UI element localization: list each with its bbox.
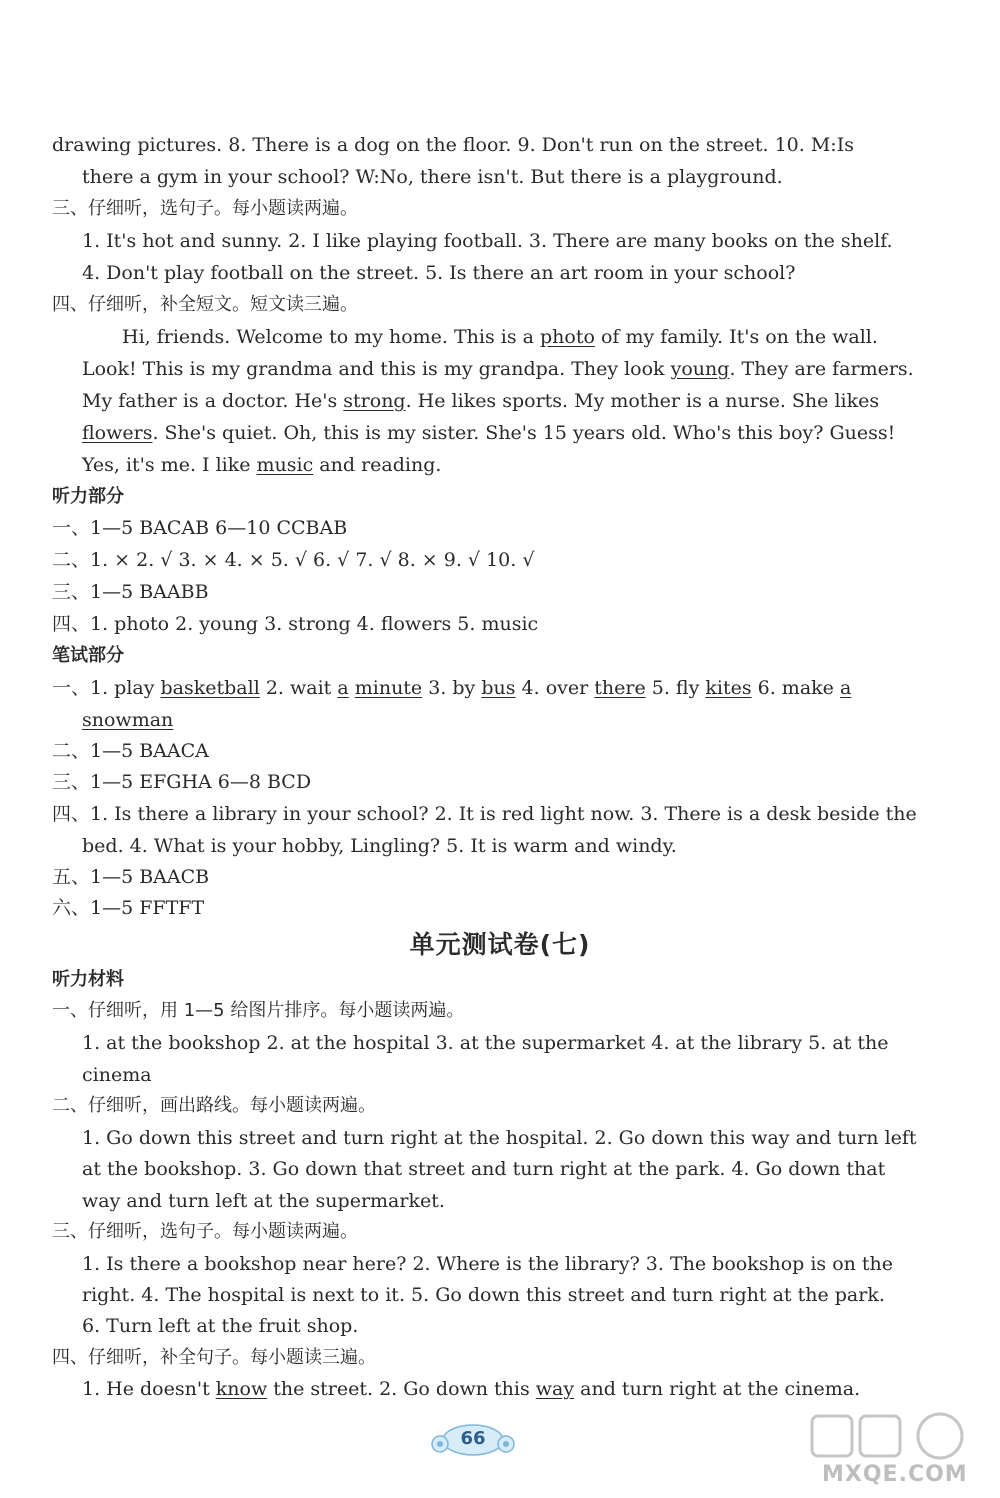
- answer-line: 六、1—5 FFTFT: [52, 897, 205, 919]
- text-span: and turn right at the cinema.: [574, 1378, 861, 1400]
- text-line: 1. It's hot and sunny. 2. I like playing football. 3. There are many books on the shelf.: [82, 230, 893, 252]
- answer-line: 二、1—5 BAACA: [52, 740, 209, 762]
- answer-line: 四、1. Is there a library in your school? 2. It is red light now. 3. There is a desk beside the: [52, 803, 917, 825]
- unit-title: 单元测试卷(七): [409, 930, 591, 959]
- answer-word: bus: [481, 677, 516, 699]
- answer-word: snowman: [82, 709, 174, 731]
- text-line: way and turn left at the supermarket.: [82, 1190, 445, 1212]
- section-heading: 三、仔细听，选句子。每小题读两遍。: [52, 1221, 358, 1242]
- text-line: at the bookshop. 3. Go down that street and turn right at the park. 4. Go down that: [82, 1158, 886, 1180]
- page-number-badge: [428, 1420, 518, 1460]
- text-span: 1. He doesn't: [82, 1378, 216, 1400]
- part-heading: 笔试部分: [52, 645, 124, 666]
- answer-word: young: [670, 358, 730, 380]
- answer-line: 一、1—5 BACAB 6—10 CCBAB: [52, 517, 348, 539]
- answer-word: photo: [540, 326, 595, 348]
- text-span: 3. by: [422, 677, 482, 699]
- section-heading: 一、仔细听，用 1—5 给图片排序。每小题读两遍。: [52, 1000, 465, 1021]
- text-line: [82, 1374, 904, 1404]
- text-line: 1. Is there a bookshop near here? 2. Where is the library? 3. The bookshop is on the: [82, 1253, 894, 1275]
- section-heading: 三、仔细听，选句子。每小题读两遍。: [52, 198, 358, 219]
- text-span: the street. 2. Go down this: [267, 1378, 536, 1400]
- answer-word: flowers: [82, 422, 153, 444]
- passage-line: [82, 354, 914, 384]
- text-span: . He likes sports. My mother is a nurse. She likes: [405, 390, 880, 412]
- text-line: 1. at the bookshop 2. at the hospital 3. at the supermarket 4. at the library 5. at the: [82, 1032, 889, 1054]
- text-line: drawing pictures. 8. There is a dog on the floor. 9. Don't run on the street. 10. M:Is: [52, 134, 854, 156]
- section-heading: 四、仔细听，补全短文。短文读三遍。: [52, 294, 358, 315]
- passage-line: [122, 322, 904, 352]
- part-heading: 听力部分: [52, 486, 124, 507]
- text-span: of my family. It's on the wall.: [594, 326, 878, 348]
- answer-line: 三、1—5 BAABB: [52, 581, 209, 603]
- text-line: there a gym in your school? W:No, there isn't. But there is a playground.: [82, 166, 783, 188]
- answer-line: bed. 4. What is your hobby, Lingling? 5. It is warm and windy.: [82, 835, 677, 857]
- answer-word: a: [839, 677, 852, 699]
- text-line: right. 4. The hospital is next to it. 5. Go down this street and turn right at the park.: [82, 1284, 885, 1306]
- text-span: 5. fly: [645, 677, 706, 699]
- text-span: . She's quiet. Oh, this is my sister. She's 15 years old. Who's this boy? Guess!: [152, 422, 896, 444]
- answer-line: 二、1. × 2. √ 3. × 4. × 5. √ 6. √ 7. √ 8. × 9. √ 10. √: [52, 549, 535, 571]
- text-span: Look! This is my grandma and this is my grandpa. They look: [82, 358, 671, 380]
- watermark-text: MXQE.COM: [822, 1462, 968, 1487]
- text-span: 6. make: [751, 677, 840, 699]
- answer-line: [82, 705, 904, 735]
- section-heading: 四、仔细听，补全句子。每小题读三遍。: [52, 1347, 376, 1368]
- answer-word: way: [535, 1378, 575, 1400]
- answer-word: strong: [343, 390, 406, 412]
- answer-line: [52, 673, 904, 703]
- answer-word: basketball: [160, 677, 260, 699]
- answer-line: 三、1—5 EFGHA 6—8 BCD: [52, 771, 312, 793]
- text-line: cinema: [82, 1064, 152, 1086]
- text-line: 6. Turn left at the fruit shop.: [82, 1315, 359, 1337]
- passage-line: [82, 386, 904, 416]
- section-heading: 二、仔细听，画出路线。每小题读两遍。: [52, 1095, 376, 1116]
- text-span: and reading.: [313, 454, 442, 476]
- answer-word: minute: [354, 677, 423, 699]
- passage-line: [82, 450, 904, 480]
- text-line: 4. Don't play football on the street. 5. Is there an art room in your school?: [82, 262, 796, 284]
- text-span: Hi, friends. Welcome to my home. This is a: [122, 326, 540, 348]
- text-span: Yes, it's me. I like: [82, 454, 257, 476]
- text-span: . They are farmers.: [729, 358, 914, 380]
- answer-word: know: [215, 1378, 268, 1400]
- answer-word: there: [594, 677, 646, 699]
- text-line: 1. Go down this street and turn right at the hospital. 2. Go down this way and turn left: [82, 1127, 917, 1149]
- passage-line: [82, 418, 904, 448]
- page-number: 66: [460, 1428, 486, 1449]
- text-span: My father is a doctor. He's: [82, 390, 344, 412]
- text-span: 一、1. play: [52, 677, 161, 699]
- text-span: 2. wait: [259, 677, 338, 699]
- watermark-stamp-icon: [792, 1410, 992, 1465]
- answer-word: a: [337, 677, 349, 699]
- answer-word: music: [256, 454, 314, 476]
- text-span: 4. over: [515, 677, 595, 699]
- watermark-logo: [792, 1410, 992, 1490]
- answer-line: 五、1—5 BAACB: [52, 866, 210, 888]
- part-heading: 听力材料: [52, 969, 124, 990]
- answer-line: 四、1. photo 2. young 3. strong 4. flowers 5. music: [52, 613, 539, 635]
- answer-word: kites: [705, 677, 752, 699]
